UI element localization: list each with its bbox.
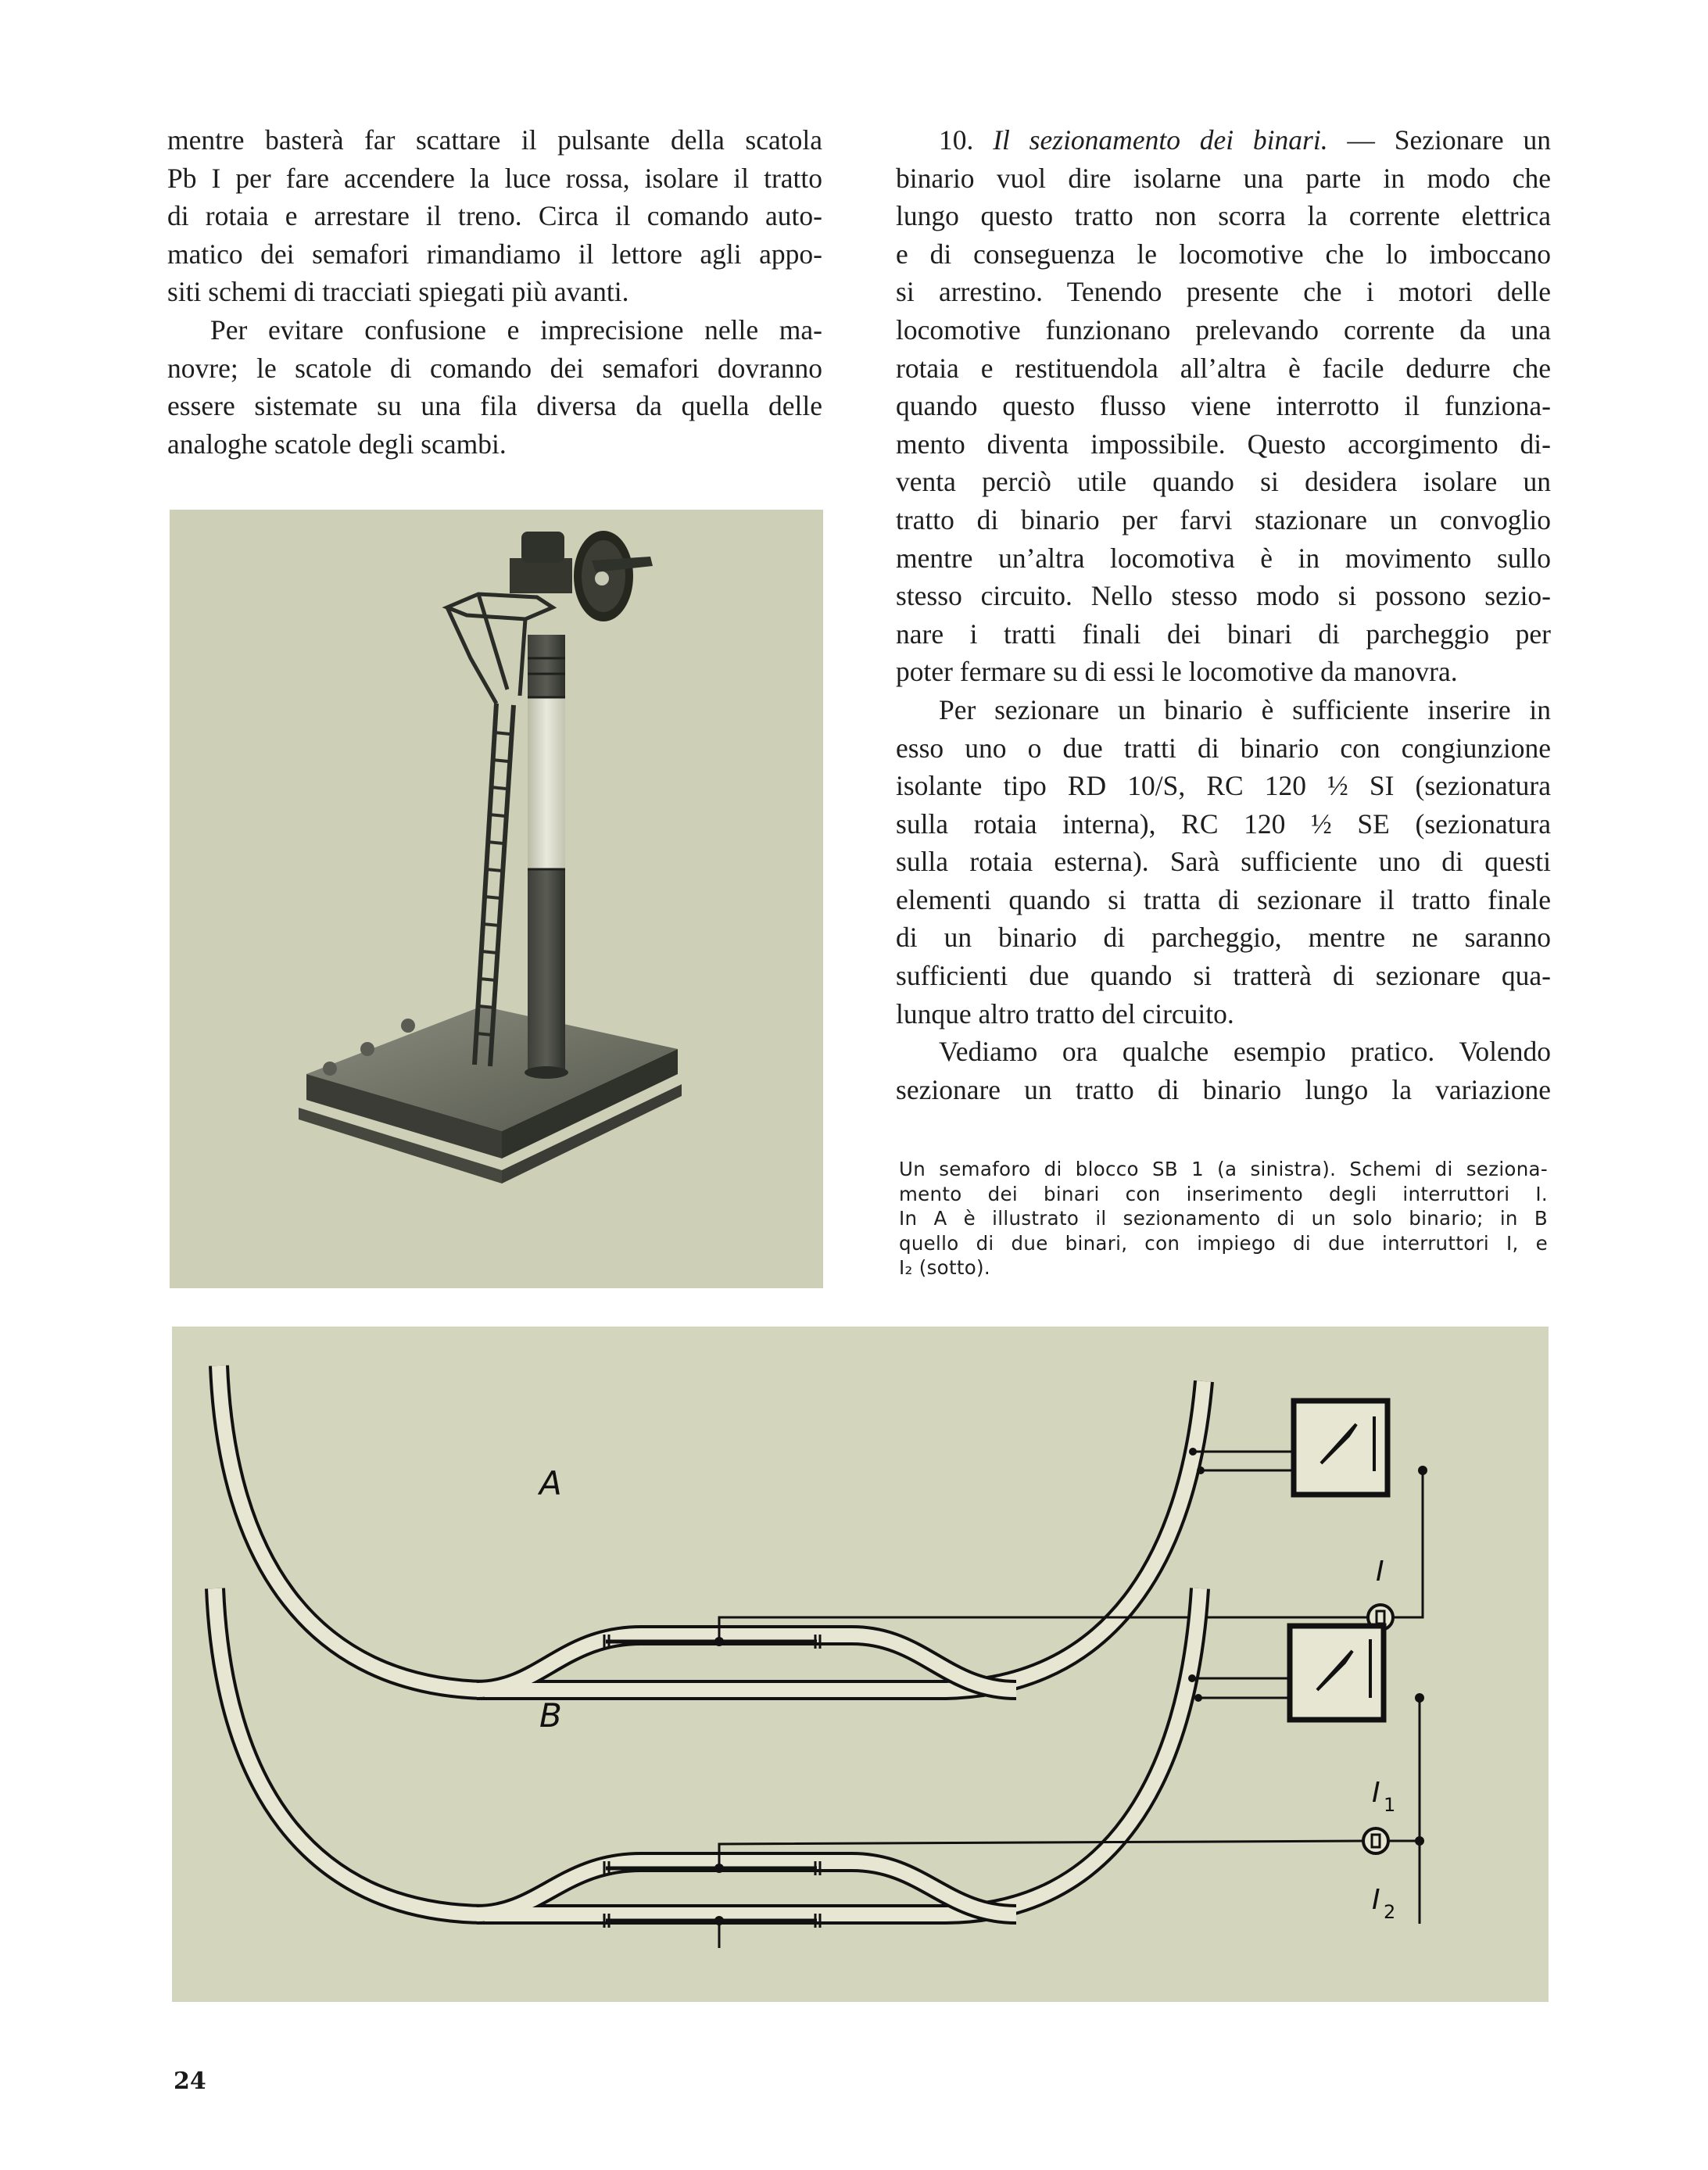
right-column [896, 121, 1551, 1108]
switch-b1-subscript: 1 [1384, 1794, 1396, 1816]
signal-head-body [510, 558, 572, 593]
text-line: nare i tratti finali dei binari di parcheggio per [896, 618, 1551, 650]
caption-line: quello di due binari, con impiego di due interruttori I, e [899, 1231, 1548, 1255]
text-line: di rotaia e arrestare il treno. Circa il comando auto- [167, 200, 822, 232]
switch-b1-label: I [1372, 1777, 1380, 1809]
diagram-b-wiring [172, 1327, 1549, 2002]
text-line: mento diventa impossibile. Questo accorgimento di- [896, 428, 1551, 460]
figure-caption [899, 1157, 1548, 1280]
terminal-icon [401, 1019, 415, 1033]
text-line: tratto di binario per farvi stazionare un convoglio [896, 503, 1551, 535]
text-line: sufficienti due quando si tratterà di sezionare qua- [896, 960, 1551, 992]
text-line: essere sistemate su una fila diversa da quella delle [167, 390, 822, 422]
text-line: stesso circuito. Nello stesso modo si possono sezio- [896, 580, 1551, 612]
text-line: binario vuol dire isolarne una parte in modo che [896, 162, 1551, 194]
text-line: sulla rotaia esterna). Sarà sufficiente uno di questi [896, 846, 1551, 878]
caption-line: In A è illustrato il sezionamento di un solo binario; in B [899, 1207, 1548, 1230]
text-line: lunque altro tratto del circuito. [896, 997, 1234, 1029]
text-line: rotaia e restituendola all’altra è facile dedurre che [896, 352, 1551, 384]
mast-white-band [528, 697, 565, 869]
text-line: venta perciò utile quando si desidera isolare un [896, 466, 1551, 498]
text-line: analoghe scatole degli scambi. [167, 428, 507, 460]
text-line: sezionare un tratto di binario lungo la variazione [896, 1073, 1551, 1105]
signal-head-top [521, 532, 564, 563]
text-line: elementi quando si tratta di sezionare il tratto finale [896, 883, 1551, 915]
text-line: Per evitare confusione e imprecisione nelle ma- [210, 313, 822, 346]
block-signal-illustration [170, 510, 823, 1288]
text-line: lungo questo tratto non scorra la corrente elettrica [896, 200, 1551, 232]
label-a: A [539, 1464, 562, 1502]
text-line: si arrestino. Tenendo presente che i motori delle [896, 276, 1551, 308]
label-b: B [539, 1696, 562, 1735]
track-sectioning-diagram [172, 1327, 1549, 2002]
section-title: Il sezionamento dei binari. [993, 124, 1328, 156]
text-line: di un binario di parcheggio, mentre ne saranno [896, 922, 1551, 954]
terminal-icon [360, 1042, 374, 1056]
text-line: Vediamo ora qualche esempio pratico. Volendo [939, 1036, 1551, 1068]
switch-i1-icon [1363, 1828, 1388, 1853]
signal-photo [170, 510, 823, 1288]
mast-foot [525, 1066, 568, 1079]
paragraph [167, 121, 822, 311]
paragraph [896, 1033, 1551, 1108]
text-line: siti schemi di tracciati spiegati più avanti. [167, 276, 629, 308]
caption-line: mento dei binari con inserimento degli interruttori I. [899, 1182, 1548, 1205]
switch-b2-subscript: 2 [1384, 1901, 1396, 1923]
caption-line: Un semaforo di blocco SB 1 (a sinistra). Schemi di seziona- [899, 1158, 1548, 1180]
mast-lower [528, 869, 565, 1072]
section-heading-line [896, 121, 1551, 159]
section-number: 10. [939, 124, 974, 156]
text-line: isolante tipo RD 10/S, RC 120 ½ SI (sezionatura [896, 770, 1551, 802]
text-line: e di conseguenza le locomotive che lo imboccano [896, 238, 1551, 270]
mast-upper [528, 635, 565, 697]
text-line: locomotive funzionano prelevando corrente da una [896, 313, 1551, 346]
paragraph [167, 311, 822, 463]
text-line: esso uno o due tratti di binario con congiunzione [896, 732, 1551, 764]
switch-a-label: I [1376, 1556, 1384, 1588]
text-line: sulla rotaia interna), RC 120 ½ SE (sezionatura [896, 807, 1551, 840]
wire [719, 1841, 1364, 1868]
text-line: matico dei semafori rimandiamo il lettore agli appo- [167, 238, 822, 270]
section-lead: — Sezionare un [1347, 124, 1551, 156]
paragraph [896, 691, 1551, 1033]
left-column [167, 121, 822, 463]
text-line: novre; le scatole di comando dei semafori dovranno [167, 352, 822, 384]
paragraph [896, 159, 1551, 691]
text-line: mentre un’altra locomotiva è in movimento sullo [896, 542, 1551, 574]
terminal-icon [323, 1062, 337, 1076]
text-line: Pb I per fare accendere la luce rossa, isolare il tratto [167, 162, 822, 194]
text-line: quando questo flusso viene interrotto il funziona- [896, 390, 1551, 422]
signal-lamp-lens [595, 571, 609, 585]
page-number: 24 [174, 2068, 206, 2095]
text-line: mentre basterà far scattare il pulsante della scatola [167, 124, 822, 156]
text-line: poter fermare su di essi le locomotive da manovra. [896, 656, 1458, 688]
text-line: Per sezionare un binario è sufficiente inserire in [939, 693, 1551, 725]
switch-b2-label: I [1372, 1884, 1380, 1916]
caption-line: I₂ (sotto). [899, 1256, 990, 1279]
